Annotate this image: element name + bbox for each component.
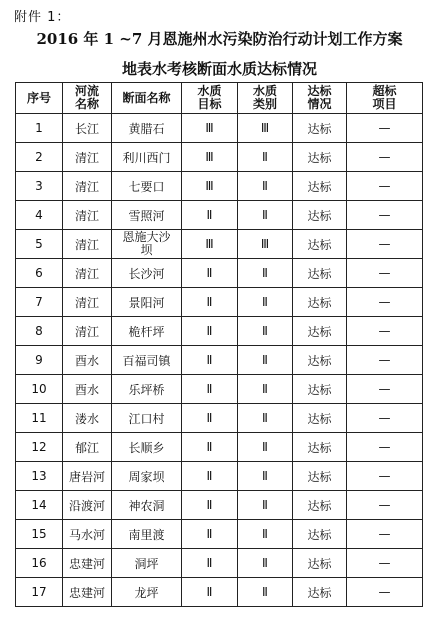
cell-serial-number: 14 — [16, 491, 63, 520]
cell-compliance-status: 达标 — [293, 404, 347, 433]
cell-serial-number: 1 — [16, 114, 63, 143]
cell-quality-target: Ⅱ — [182, 201, 238, 230]
cell-river-name: 清江 — [63, 259, 112, 288]
table-row — [16, 375, 423, 404]
cell-serial-number: 9 — [16, 346, 63, 375]
cell-quality-class: Ⅱ — [238, 549, 293, 578]
cell-river-name: 唐岩河 — [63, 462, 112, 491]
table-row — [16, 143, 423, 172]
cell-river-name: 马水河 — [63, 520, 112, 549]
cell-exceeded-items: — — [347, 375, 423, 404]
table-row — [16, 259, 423, 288]
cell-quality-target: Ⅱ — [182, 259, 238, 288]
cell-exceeded-items: — — [347, 578, 423, 607]
cell-serial-number: 8 — [16, 317, 63, 346]
cell-exceeded-items: — — [347, 230, 423, 259]
cell-quality-class: Ⅱ — [238, 143, 293, 172]
cell-section-name: 乐坪桥 — [112, 375, 182, 404]
cell-quality-class: Ⅱ — [238, 375, 293, 404]
cell-serial-number: 12 — [16, 433, 63, 462]
cell-quality-class: Ⅱ — [238, 201, 293, 230]
document-title: 2016 年 1 ~7 月恩施州水污染防治行动计划工作方案 — [36, 30, 403, 48]
header-compliance-status: 达标 情况 — [293, 83, 347, 114]
cell-quality-class: Ⅱ — [238, 288, 293, 317]
cell-section-name: 百福司镇 — [112, 346, 182, 375]
cell-section-name: 黄腊石 — [112, 114, 182, 143]
cell-quality-target: Ⅱ — [182, 578, 238, 607]
cell-compliance-status: 达标 — [293, 462, 347, 491]
cell-quality-target: Ⅱ — [182, 433, 238, 462]
table-header-row — [16, 83, 423, 114]
cell-quality-target: Ⅲ — [182, 172, 238, 201]
cell-quality-target: Ⅱ — [182, 288, 238, 317]
cell-quality-target: Ⅱ — [182, 317, 238, 346]
cell-exceeded-items: — — [347, 433, 423, 462]
cell-serial-number: 5 — [16, 230, 63, 259]
cell-compliance-status: 达标 — [293, 114, 347, 143]
cell-quality-class: Ⅲ — [238, 114, 293, 143]
attachment-label: 附件 1： — [14, 10, 71, 25]
cell-quality-class: Ⅱ — [238, 520, 293, 549]
cell-river-name: 郁江 — [63, 433, 112, 462]
cell-compliance-status: 达标 — [293, 346, 347, 375]
table-row — [16, 346, 423, 375]
cell-exceeded-items: — — [347, 491, 423, 520]
cell-serial-number: 17 — [16, 578, 63, 607]
cell-section-name: 景阳河 — [112, 288, 182, 317]
cell-quality-class: Ⅱ — [238, 346, 293, 375]
cell-section-name: 周家坝 — [112, 462, 182, 491]
cell-serial-number: 11 — [16, 404, 63, 433]
cell-section-name: 长顺乡 — [112, 433, 182, 462]
cell-serial-number: 16 — [16, 549, 63, 578]
cell-serial-number: 10 — [16, 375, 63, 404]
cell-compliance-status: 达标 — [293, 491, 347, 520]
cell-river-name: 清江 — [63, 230, 112, 259]
cell-compliance-status: 达标 — [293, 230, 347, 259]
cell-compliance-status: 达标 — [293, 549, 347, 578]
cell-compliance-status: 达标 — [293, 172, 347, 201]
cell-quality-class: Ⅱ — [238, 462, 293, 491]
cell-quality-target: Ⅱ — [182, 404, 238, 433]
cell-section-name: 恩施大沙 坝 — [112, 230, 182, 259]
cell-quality-class: Ⅱ — [238, 404, 293, 433]
cell-river-name: 忠建河 — [63, 578, 112, 607]
table-row — [16, 172, 423, 201]
table-row — [16, 230, 423, 259]
cell-river-name: 酉水 — [63, 346, 112, 375]
cell-quality-class: Ⅱ — [238, 491, 293, 520]
cell-compliance-status: 达标 — [293, 375, 347, 404]
cell-quality-target: Ⅲ — [182, 230, 238, 259]
cell-compliance-status: 达标 — [293, 201, 347, 230]
cell-river-name: 长江 — [63, 114, 112, 143]
cell-section-name: 龙坪 — [112, 578, 182, 607]
cell-exceeded-items: — — [347, 520, 423, 549]
header-quality-target: 水质 目标 — [182, 83, 238, 114]
cell-compliance-status: 达标 — [293, 578, 347, 607]
cell-river-name: 忠建河 — [63, 549, 112, 578]
cell-river-name: 溇水 — [63, 404, 112, 433]
cell-river-name: 清江 — [63, 288, 112, 317]
cell-exceeded-items: — — [347, 317, 423, 346]
cell-serial-number: 7 — [16, 288, 63, 317]
cell-compliance-status: 达标 — [293, 259, 347, 288]
cell-quality-class: Ⅲ — [238, 230, 293, 259]
cell-compliance-status: 达标 — [293, 520, 347, 549]
cell-river-name: 清江 — [63, 172, 112, 201]
cell-serial-number: 2 — [16, 143, 63, 172]
cell-serial-number: 15 — [16, 520, 63, 549]
cell-quality-target: Ⅱ — [182, 375, 238, 404]
cell-section-name: 桅杆坪 — [112, 317, 182, 346]
cell-compliance-status: 达标 — [293, 143, 347, 172]
cell-serial-number: 4 — [16, 201, 63, 230]
table-row — [16, 404, 423, 433]
cell-compliance-status: 达标 — [293, 317, 347, 346]
table-row — [16, 201, 423, 230]
cell-section-name: 七要口 — [112, 172, 182, 201]
table-row — [16, 433, 423, 462]
cell-exceeded-items: — — [347, 549, 423, 578]
table-row — [16, 578, 423, 607]
cell-exceeded-items: — — [347, 114, 423, 143]
cell-quality-target: Ⅱ — [182, 520, 238, 549]
table-row — [16, 114, 423, 143]
table-row — [16, 491, 423, 520]
cell-quality-class: Ⅱ — [238, 172, 293, 201]
cell-quality-target: Ⅲ — [182, 143, 238, 172]
water-quality-table — [15, 82, 423, 607]
cell-serial-number: 6 — [16, 259, 63, 288]
cell-section-name: 雪照河 — [112, 201, 182, 230]
cell-quality-target: Ⅱ — [182, 346, 238, 375]
cell-exceeded-items: — — [347, 172, 423, 201]
cell-quality-class: Ⅱ — [238, 259, 293, 288]
document-subtitle: 地表水考核断面水质达标情况 — [121, 60, 317, 78]
cell-compliance-status: 达标 — [293, 433, 347, 462]
table-row — [16, 462, 423, 491]
cell-exceeded-items: — — [347, 143, 423, 172]
cell-quality-class: Ⅱ — [238, 317, 293, 346]
cell-river-name: 酉水 — [63, 375, 112, 404]
cell-section-name: 洞坪 — [112, 549, 182, 578]
cell-quality-class: Ⅱ — [238, 578, 293, 607]
table-row — [16, 549, 423, 578]
cell-quality-target: Ⅱ — [182, 491, 238, 520]
cell-exceeded-items: — — [347, 288, 423, 317]
header-river-name: 河流 名称 — [63, 83, 112, 114]
cell-exceeded-items: — — [347, 404, 423, 433]
header-quality-class: 水质 类别 — [238, 83, 293, 114]
cell-river-name: 清江 — [63, 317, 112, 346]
cell-exceeded-items: — — [347, 201, 423, 230]
cell-river-name: 清江 — [63, 143, 112, 172]
table-body — [16, 114, 423, 607]
cell-section-name: 南里渡 — [112, 520, 182, 549]
table-row — [16, 288, 423, 317]
cell-serial-number: 13 — [16, 462, 63, 491]
cell-river-name: 沿渡河 — [63, 491, 112, 520]
cell-section-name: 利川西门 — [112, 143, 182, 172]
cell-river-name: 清江 — [63, 201, 112, 230]
cell-exceeded-items: — — [347, 462, 423, 491]
header-exceeded-items: 超标 项目 — [347, 83, 423, 114]
cell-compliance-status: 达标 — [293, 288, 347, 317]
header-serial-number: 序号 — [16, 83, 63, 114]
cell-exceeded-items: — — [347, 259, 423, 288]
cell-section-name: 神农洞 — [112, 491, 182, 520]
cell-quality-target: Ⅲ — [182, 114, 238, 143]
cell-quality-target: Ⅱ — [182, 462, 238, 491]
cell-quality-class: Ⅱ — [238, 433, 293, 462]
cell-exceeded-items: — — [347, 346, 423, 375]
cell-section-name: 长沙河 — [112, 259, 182, 288]
cell-quality-target: Ⅱ — [182, 549, 238, 578]
table-row — [16, 317, 423, 346]
cell-serial-number: 3 — [16, 172, 63, 201]
table-row — [16, 520, 423, 549]
cell-section-name: 江口村 — [112, 404, 182, 433]
header-section-name: 断面名称 — [112, 83, 182, 114]
